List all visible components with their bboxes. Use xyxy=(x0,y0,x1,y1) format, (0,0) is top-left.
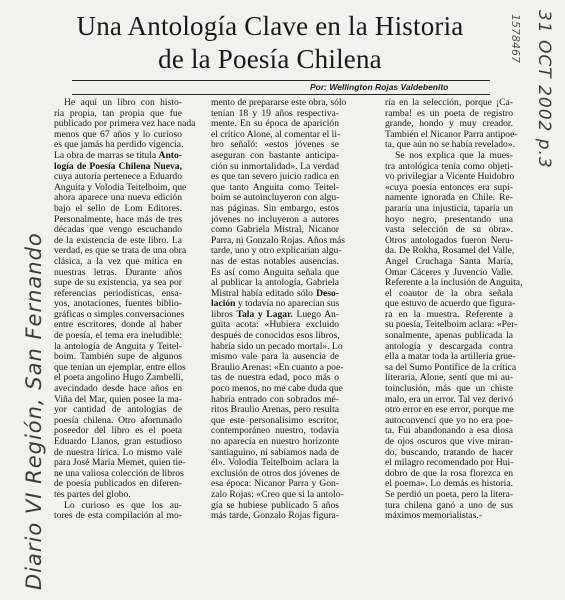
body-text-line: sonalmente, apenas publicada la xyxy=(385,330,513,342)
body-text-line: ta, que aún no se había revelado». xyxy=(385,139,515,151)
body-text-line: mente. En su época de aparición xyxy=(211,118,339,130)
body-text-line: dobro de que la rosa florezca en xyxy=(385,467,513,479)
body-text-line: que tenían un ejemplar, entre ellos xyxy=(54,361,186,373)
body-text-line: poesía chilena. Otro afortunado xyxy=(54,414,182,426)
body-text-line: tes partes del globo. xyxy=(54,488,131,500)
body-text-line: exclusión de otros dos jóvenes de xyxy=(211,467,340,479)
body-text-line: La obra de marras se titula Anto- xyxy=(54,149,182,161)
article-byline: Por: Wellington Rojas Valdebenito xyxy=(310,82,449,92)
body-text-line: ella a matar toda la artillería grue- xyxy=(385,351,516,363)
body-text-line: Es así como Anguita señala que xyxy=(211,266,339,278)
body-text-line: grande, hondo y muy creador. xyxy=(385,118,513,130)
body-text-line: publicado por primera vez hace nada xyxy=(54,118,196,130)
body-text-line: Anguita y Volodia Teitelboim, que xyxy=(54,181,187,193)
title-rule-top xyxy=(72,80,490,81)
body-text-line: ne una valiosa colección de libros xyxy=(54,467,184,479)
body-text-line: tas de nuestra edad, poco más o xyxy=(211,372,339,384)
body-text-line: esa época: Nicanor Parra y Gon- xyxy=(211,478,339,490)
body-text-line: que este personalísimo escritor, xyxy=(211,414,339,426)
body-text-line: Braulio Arenas: «En cuanto a poe- xyxy=(211,361,344,373)
text-column-3 xyxy=(385,97,523,522)
body-text-line: sa del Sumo Pontífice de la crítica xyxy=(385,361,517,373)
body-text-line: habría entrado con sobrados mé- xyxy=(211,393,339,405)
body-text-line: jóvenes no incluyeron a autores xyxy=(211,213,339,225)
body-text-line: da. De Rokha, Rosamel del Valle, xyxy=(385,245,515,257)
body-text-line: de poesía publicados en diferen- xyxy=(54,478,182,490)
body-text-line: Omar Cáceres y Juvencio Valle. xyxy=(385,266,513,278)
body-text-line: para José María Memet, quien tie- xyxy=(54,457,186,469)
title-rule-bottom xyxy=(72,94,490,95)
body-text-line: Mistral había editado sólo Deso- xyxy=(211,287,339,299)
body-text-line: verdad, es que se trata de una obra xyxy=(54,245,187,257)
body-text-line: nuestras letras. Durante años xyxy=(54,266,182,278)
body-text-line: más tarde, Gonzalo Rojas figura- xyxy=(211,510,339,522)
body-text-line: boim se autoincluyeron con algu- xyxy=(211,192,340,204)
body-text-line: He aquí un libro con histo- xyxy=(64,97,182,108)
body-text-line: guita acota: «Hubiera excluido xyxy=(211,319,339,331)
body-text-line: no aparecía en nuestro horizonte xyxy=(211,436,339,447)
body-text-line: de poesía, el tema era ineludible: xyxy=(54,330,182,342)
body-text-line: tura chilena ganó a uno de sus xyxy=(385,499,513,511)
body-text-line: es que tan severo juicio radica en xyxy=(211,171,339,183)
body-text-line: es que jamás ha perdido vigencia. xyxy=(54,139,184,151)
body-text-line: gráficas o simples conversaciones xyxy=(54,308,185,320)
body-text-line: aseguran con bastante anticipa- xyxy=(211,149,339,161)
body-text-line: el poeta angolino Hugo Zambelli, xyxy=(54,372,184,384)
body-text-line: Angel Cruchaga Santa María, xyxy=(385,255,513,267)
body-text-line: entre escritores, donde al haber xyxy=(54,319,182,331)
body-text-line: zalo Rojas: «Creo que si la antolo- xyxy=(211,488,344,500)
body-text-line: Parra, ni Gonzalo Rojas. Años más xyxy=(211,234,346,246)
body-text-line: clásica, a la vez que mítica en xyxy=(54,255,182,267)
body-text-line: pararía una injusticia, taparía un xyxy=(385,202,513,214)
body-text-line: logía de Poesía Chilena Nueva, xyxy=(54,160,182,172)
handwritten-date-note: 31 OCT 2002 p.3 xyxy=(534,10,554,169)
body-text-line: el poema». Lo demás es historia. xyxy=(385,478,513,490)
body-text-line: de nuestra lírica. Lo mismo vale xyxy=(54,446,182,458)
body-text-line: hoyo negro, presentando una xyxy=(385,213,513,225)
body-text-line: ta. Fui abandonando a esa diosa xyxy=(385,425,513,437)
body-text-line: vasta selección de su obra». xyxy=(385,224,513,236)
body-text-line: avecindado desde hace años en xyxy=(54,383,182,395)
body-text-line: ría en la selección, porque ¡Ca- xyxy=(385,97,513,108)
text-column-1 xyxy=(54,97,196,522)
body-text-line: antología y descargada contra xyxy=(385,340,513,352)
body-text-line: nas páginas. Sin embargo, estos xyxy=(211,202,339,214)
body-text-line: Se perdió un poeta, pero la litera- xyxy=(385,488,514,500)
body-text-line: Lo curioso es que los au- xyxy=(64,499,182,511)
body-text-line: autoconvencí que yo no era poe- xyxy=(385,414,513,426)
body-text-line: él». Volodia Teitelboim aclara la xyxy=(211,457,339,469)
body-text-line: nas de estas notables ausencias. xyxy=(211,255,339,267)
body-text-line: el milagro recomendado por Hui- xyxy=(385,457,514,469)
body-text-line: el coautor de la obra señala xyxy=(385,287,513,299)
body-text-line: tenían 18 y 19 años respectiva- xyxy=(211,107,339,119)
body-text-line: su poesía, Teitelboim aclara: «Per- xyxy=(385,319,518,331)
handwritten-code-note: 1578467 xyxy=(509,14,522,63)
body-text-line: ritos Braulio Arenas, pero resulta xyxy=(211,404,339,416)
body-text-line: bro señaló: «estos jóvenes se xyxy=(211,139,339,151)
body-text-line: mismo vale para la ausencia de xyxy=(211,351,339,363)
body-text-line: poco menos, no me cabe duda que xyxy=(211,383,343,395)
body-text-line: tarde, uno y otro explicarían algu- xyxy=(211,245,342,257)
body-text-line: de la existencia de este libro. La xyxy=(54,234,182,246)
body-text-line: literaria, Alone, sentí que mi au- xyxy=(385,372,513,384)
body-text-line: tores de esta compilación al mo- xyxy=(54,510,182,522)
body-text-line: contemporáneo nuestro, todavía xyxy=(211,425,339,437)
body-text-line: que estuvo de acuerdo que figura- xyxy=(385,298,516,310)
body-text-line: boim. También supe de algunos xyxy=(54,351,182,363)
body-text-line: ción su inmortalidad». La verdad xyxy=(211,160,339,172)
body-text-line: yos, anotaciones, fuentes biblio- xyxy=(54,298,182,310)
article-title xyxy=(40,10,500,76)
body-text-line: el crítico Alone, al comentar el li- xyxy=(211,128,341,140)
body-text-line: poseedor del libro es el poeta xyxy=(54,425,182,437)
body-text-line: tra antológica tenía como objeti- xyxy=(385,160,513,172)
body-text-line: lación y todavía no aparecían sus xyxy=(211,298,340,310)
body-text-line: santiaguino, ni sabíamos nada de xyxy=(211,446,339,458)
body-text-line: como Gabriela Mistral, Nicanor xyxy=(211,224,339,236)
body-text-line: ra en la muestra. Referente a xyxy=(385,308,513,320)
article-title-line-1: Una Antología Clave en la Historia xyxy=(76,11,464,41)
body-text-line: que tanto Anguita como Teitel- xyxy=(211,181,339,193)
body-text-line: ria propia, tan propia que fue xyxy=(54,107,182,119)
body-text-line: toinclusión, más que un chiste xyxy=(385,383,513,395)
body-text-line: otro error en ese error, porque me xyxy=(385,404,514,416)
body-text-line: décadas que vengo escuchando xyxy=(54,224,182,236)
body-text-line: libros Tala y Lagar. Luego An- xyxy=(211,308,339,320)
handwritten-source-note: Diario VI Región, San Fernando xyxy=(22,232,46,590)
body-text-line: supe de su existencia, ya sea por xyxy=(54,277,182,289)
handwritten-annotation-left xyxy=(0,0,46,600)
text-column-2 xyxy=(211,97,347,522)
body-text-line: vo privilegiar a Vicente Huidobro xyxy=(385,171,515,183)
body-text-line: la antología de Anguita y Teitel- xyxy=(54,340,182,352)
body-text-line: malo, era un error. Tal vez derivó xyxy=(385,393,513,405)
body-text-line: También el Nicanor Parra antipoe- xyxy=(385,128,518,140)
body-text-line: yor cantidad de antologías de xyxy=(54,404,182,416)
body-text-line: Referente a la inclusión de Anguita, xyxy=(385,277,523,289)
body-text-line: do, buscando, tratando de hacer xyxy=(385,446,513,458)
article-title-line-2: de la Poesía Chilena xyxy=(158,44,382,74)
body-text-line: referencias periodísticas, ensa- xyxy=(54,287,182,299)
body-text-line: namente ignorada en Chile. Re- xyxy=(385,192,513,204)
body-text-line: menos que 67 años y lo curioso xyxy=(54,128,182,140)
body-text-line: Se nos explica que la mues- xyxy=(395,149,513,161)
body-text-line: bajo el sello de Lom Editores. xyxy=(54,202,182,214)
body-text-line: Otros antologados fueron Neru- xyxy=(385,234,513,246)
body-text-line: mento de prepararse este obra, sólo xyxy=(211,97,347,108)
body-text-line: «cuya poesía entonces era supi- xyxy=(385,181,513,193)
body-text-line: ramba! es un poeta de registro xyxy=(385,107,513,119)
body-text-line: después de conocidos esos libros, xyxy=(211,330,340,342)
body-text-line: habría sido un pecado mortal». Lo xyxy=(211,340,343,352)
body-text-line: ahora aparece una nueva edición xyxy=(54,192,182,204)
body-text-line: cuya autoría pertenece a Eduardo xyxy=(54,171,182,183)
body-text-line: Eduardo Llanos, gran estudioso xyxy=(54,436,182,447)
body-text-line: máximos memorialistas.- xyxy=(385,510,482,522)
body-text-line: Personalmente, hace más de tres xyxy=(54,213,182,225)
body-text-line: al publicar la antología, Gabriela xyxy=(211,277,339,289)
body-text-line: de ojos oscuros que vive miran- xyxy=(385,436,513,447)
body-text-line: gía se hubiese publicado 5 años xyxy=(211,499,339,511)
body-text-line: Viña del Mar, quien posee la ma- xyxy=(54,393,182,405)
